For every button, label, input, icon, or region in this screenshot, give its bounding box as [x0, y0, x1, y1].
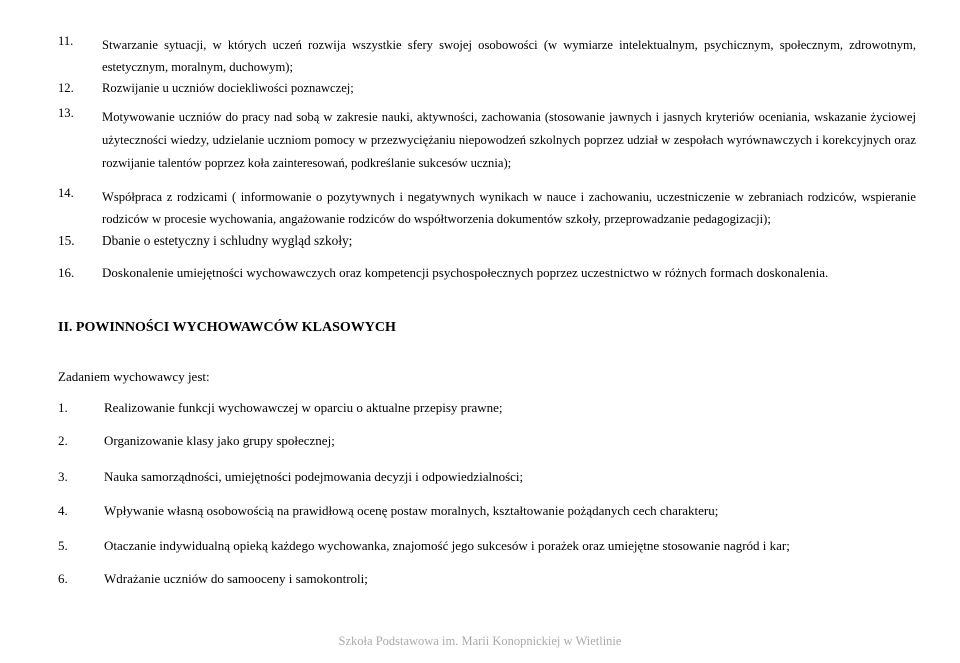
task-number: 6. [58, 571, 68, 586]
item-text: Motywowanie uczniów do pracy nad sobą w zakresie nauki, aktywności, zachowania (stosowanie jawnych i jasnych kryteriów oceniania, wskazanie życiowej użyteczności wiedzy, udzielanie uczniom pomocy w przezwyciężaniu niepowodzeń szkolnych poprzez udział w zespołach wyrównawczych i korekcyjnych oraz rozwijanie talentów poprzez koła zainteresowań, podkreślanie sukcesów ucznia); [102, 110, 916, 170]
item-number: 11. [58, 34, 74, 48]
item-number: 14. [58, 186, 74, 200]
task-text: Wdrażanie uczniów do samooceny i samokontroli; [104, 571, 368, 586]
task-number: 2. [58, 433, 68, 448]
task-number: 5. [58, 538, 68, 553]
task-number: 3. [58, 469, 68, 484]
task-text: Organizowanie klasy jako grupy społecznej; [104, 433, 335, 448]
task-number: 4. [58, 503, 68, 518]
task-text: Realizowanie funkcji wychowawczej w oparciu o aktualne przepisy prawne; [104, 400, 503, 415]
item-number: 13. [58, 106, 74, 120]
section-intro: Zadaniem wychowawcy jest: [58, 369, 210, 384]
page-footer: Szkoła Podstawowa im. Marii Konopnickiej w Wietlinie [338, 634, 622, 648]
item-text: Doskonalenie umiejętności wychowawczych oraz kompetencji psychospołecznych poprzez uczestnictwo w różnych formach doskonalenia. [102, 265, 829, 280]
item-number: 16. [58, 265, 75, 280]
item-text: Dbanie o estetyczny i schludny wygląd szkoły; [102, 233, 353, 248]
item-text: Współpraca z rodzicami ( informowanie o pozytywnych i negatywnych wynikach w nauce i zachowaniu, uczestniczenie w zebraniach rodziców, wspieranie rodziców w procesie wychowania, angażowanie rodziców do współtworzenia dokumentów szkoły, przeprowadzanie pedagogizacji); [102, 190, 916, 226]
task-text: Wpływanie własną osobowością na prawidłową ocenę postaw moralnych, kształtowanie pożądanych cech charakteru; [104, 503, 719, 518]
task-text: Otaczanie indywidualną opieką każdego wychowanka, znajomość jego sukcesów i porażek oraz umiejętne stosowanie nagród i kar; [104, 538, 790, 553]
item-text: Rozwijanie u uczniów dociekliwości poznawczej; [102, 81, 354, 95]
item-number: 15. [58, 233, 75, 248]
task-number: 1. [58, 400, 68, 415]
item-number: 12. [58, 81, 74, 95]
task-text: Nauka samorządności, umiejętności podejmowania decyzji i odpowiedzialności; [104, 469, 524, 484]
section-heading: II. POWINNOŚCI WYCHOWAWCÓW KLASOWYCH [58, 320, 396, 335]
item-text: Stwarzanie sytuacji, w których uczeń rozwija wszystkie sfery swojej osobowości (w wymiarze intelektualnym, psychicznym, społecznym, zdrowotnym, estetycznym, moralnym, duchowym); [102, 38, 916, 74]
